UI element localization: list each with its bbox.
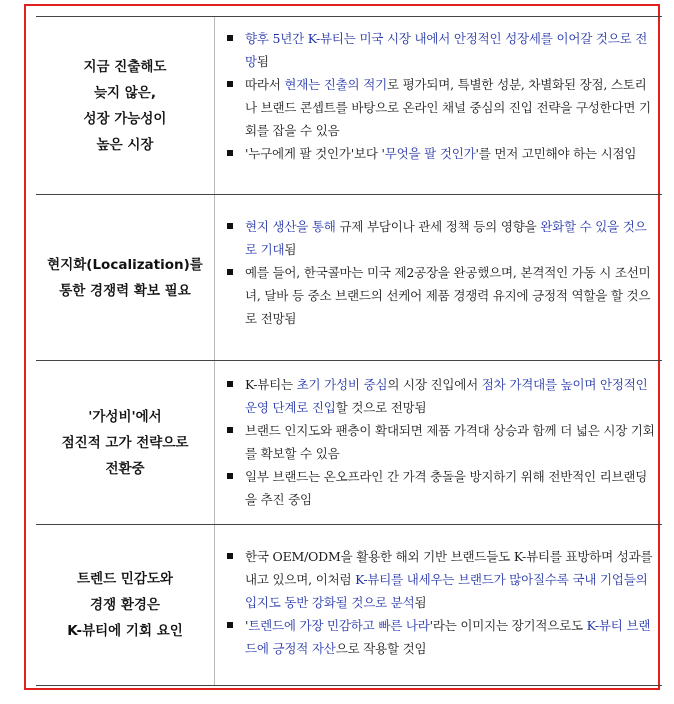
heading-line: 통한 경쟁력 확보 필요 [59,283,191,299]
table-row [36,194,662,361]
table-row [36,524,662,686]
bullet-segment: K-뷰티는 [245,377,297,392]
bullet-segment: 됨 [414,595,427,610]
heading-line: 현지화(Localization)를 [47,257,203,273]
bullet-segment: 됨 [256,54,269,69]
bullet-item [223,27,656,73]
heading-line: 트렌드 민감도와 [76,571,173,587]
bullet-segment: 으로 작용할 것임 [335,641,427,656]
heading-line: 성장 가능성이 [83,111,167,127]
bullet-segment: 점차 가격대를 높이며 안정적인 운영 단계로 진입 [245,377,648,415]
bullet-item [223,73,656,142]
bullet-item [223,545,656,614]
bullet-item [223,142,656,165]
bullet-item [223,215,656,261]
bullet-segment: 완화할 수 있을 것으로 기대 [245,219,647,257]
bullet-segment: 할 것으로 전망됨 [335,400,427,415]
row-heading [36,525,214,685]
row-body [214,17,662,195]
bullet-segment: ' [245,618,249,633]
bullet-segment: '라는 이미지는 장기적으로도 [429,618,587,633]
row-body [214,361,662,525]
heading-line: '가성비'에서 [88,409,162,425]
bullet-segment: 의 시장 진입에서 [387,377,482,392]
bullet-segment: K-뷰티 브랜드에 긍정적 자산 [245,618,651,656]
heading-line: 높은 시장 [96,137,154,153]
heading-line: 전환중 [105,461,145,477]
bullet-segment: 따라서 [245,77,285,92]
bullet-segment: '누구에게 팔 것인가'보다 ' [245,146,385,161]
heading-line: 늦지 않은, [93,85,156,101]
bullet-item [223,261,656,330]
bullet-segment: K-뷰티를 내세우는 브랜드가 많아질수록 국내 기업들의 입지도 동반 강화될 것으로 분석 [245,572,648,610]
row-body [214,195,662,361]
bullet-segment: 예를 들어, 한국콜마는 미국 제2공장을 완공했으며, 본격적인 가동 시 조선미녀, 달바 등 중소 브랜드의 선케어 제품 경쟁력 유지에 긍정적 역할을 할 것으로 전망됨 [245,265,651,326]
bullet-segment: 로 평가되며, 특별한 성분, 차별화된 장점, 스토리나 브랜드 콘셉트를 바탕으로 온라인 채널 중심의 진입 전략을 구성한다면 기회를 잡을 수 있음 [245,77,651,138]
bullet-segment: 현지 생산을 통해 [245,219,336,234]
heading-line: 점진적 고가 전략으로 [61,435,189,451]
heading-line: K-뷰티에 기회 요인 [67,623,183,639]
bullet-segment: 됨 [284,242,297,257]
bullet-segment: 무엇을 팔 것인가 [384,146,476,161]
bullet-segment: 향후 5년간 K-뷰티는 미국 시장 내에서 안정적인 성장세를 이어갈 것으로 전망 [245,31,648,69]
bullet-segment: 현재는 진출의 적기 [284,77,387,92]
heading-line: 지금 진출해도 [83,59,167,75]
bullet-item [223,614,656,660]
bullet-segment: 브랜드 인지도와 팬층이 확대되면 제품 가격대 상승과 함께 더 넓은 시장 기회를 확보할 수 있음 [245,423,655,461]
bullet-segment: 트렌드에 가장 민감하고 빠른 나라 [248,618,430,633]
heading-line: 경쟁 환경은 [90,597,160,613]
bullet-item [223,465,656,511]
outer-frame [24,4,660,690]
row-heading [36,195,214,361]
bullet-segment: '를 먼저 고민해야 하는 시점임 [475,146,637,161]
row-heading [36,17,214,195]
bullet-segment: 일부 브랜드는 온오프라인 간 가격 충돌을 방지하기 위해 전반적인 리브랜딩을 추진 중임 [245,469,648,507]
row-heading [36,361,214,525]
table-row [36,360,662,525]
bullet-item [223,419,656,465]
bullet-segment: 한국 OEM/ODM을 활용한 해외 기반 브랜드들도 K-뷰티를 표방하며 성과를 내고 있으며, 이처럼 [245,549,653,587]
bullet-segment: 규제 부담이나 관세 정책 등의 영향을 [335,219,541,234]
row-body [214,525,662,685]
bullet-item [223,373,656,419]
table-row [36,16,662,195]
bullet-segment: 초기 가성비 중심 [296,377,388,392]
